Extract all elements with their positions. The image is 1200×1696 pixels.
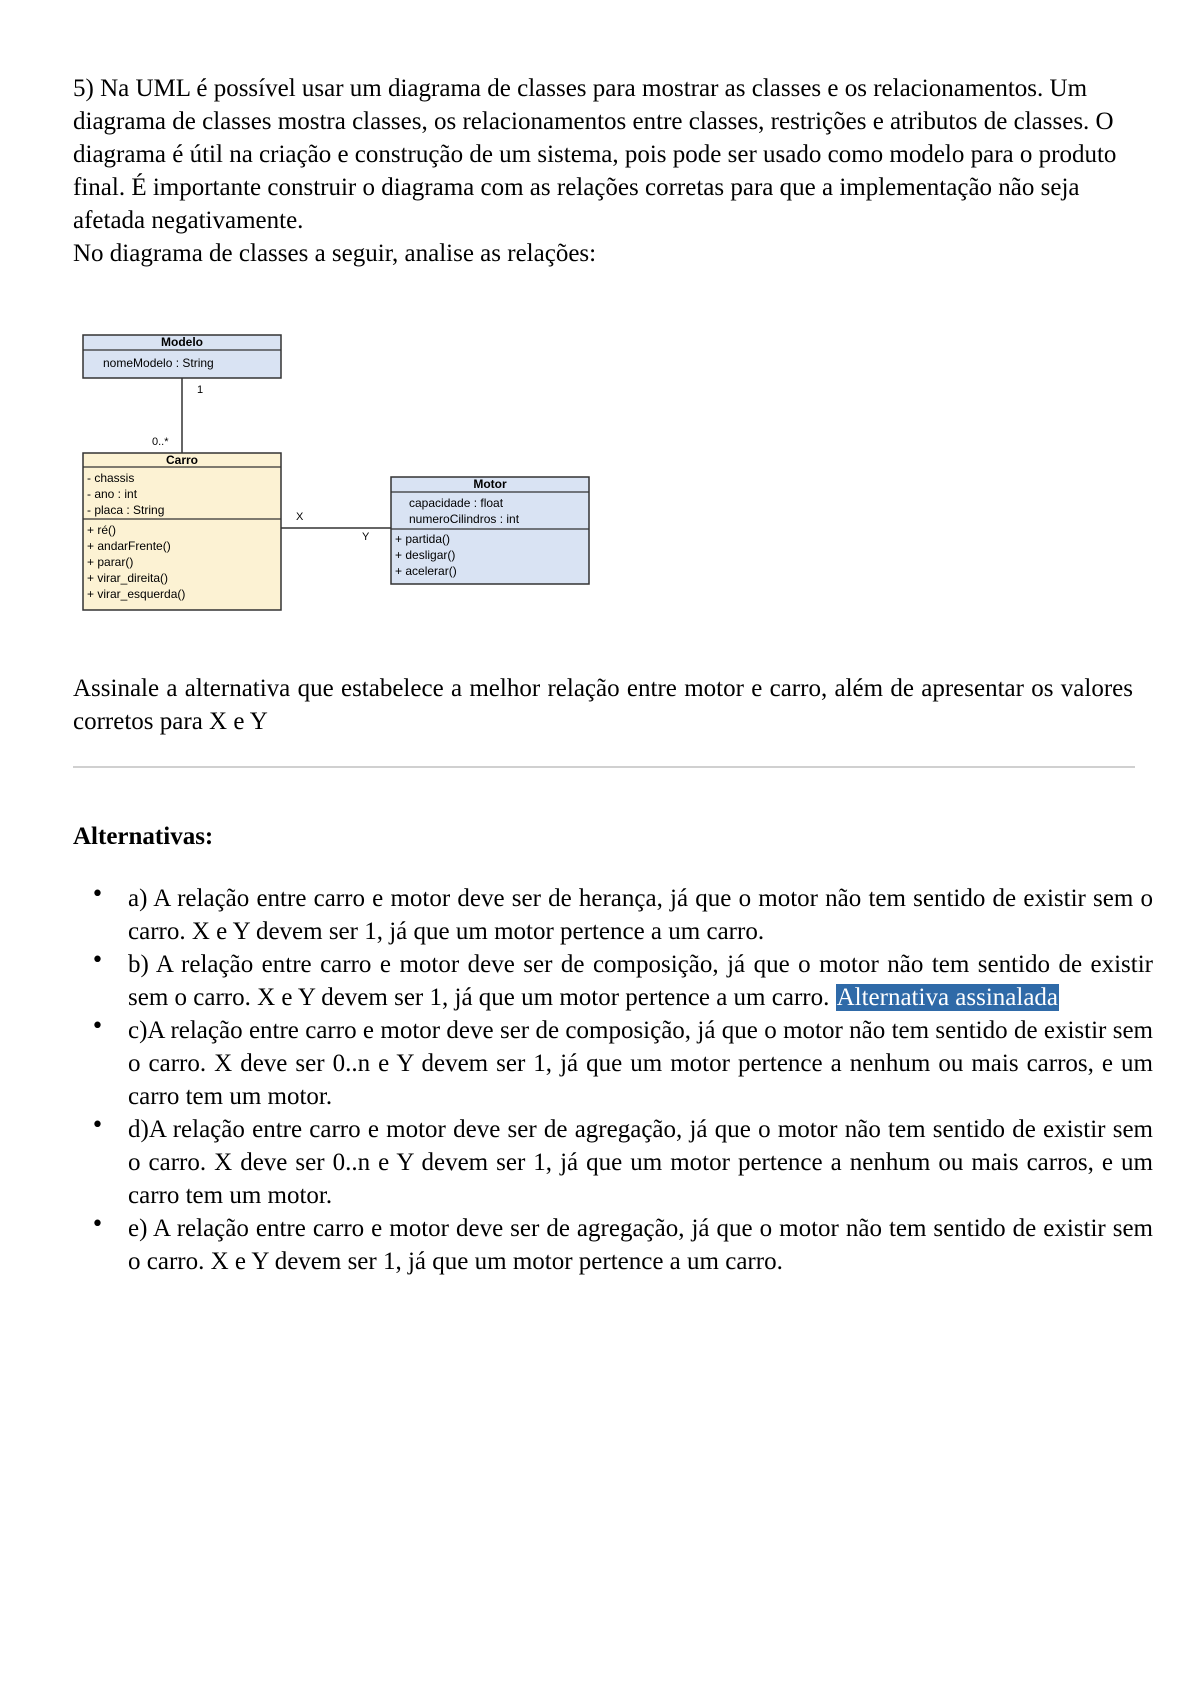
alternative-text: d)A relação entre carro e motor deve ser de agregação, já que o motor não tem sentido de existir sem o carro. X deve ser 0..n e Y devem ser 1, já que um motor pertence a nenhum ou mais carros, e um carro tem um motor. [128, 1116, 1153, 1209]
motor-operation: + acelerar() [395, 564, 457, 578]
carro-attribute: - placa : String [87, 503, 165, 517]
motor-operation: + partida() [395, 532, 451, 546]
motor-class-name: Motor [473, 477, 507, 491]
alternative-text: e) A relação entre carro e motor deve ser de agregação, já que o motor não tem sentido de existir sem o carro. X e Y devem ser 1, já que um motor pertence a um carro. [128, 1215, 1153, 1275]
alternative-text: c)A relação entre carro e motor deve ser de composição, já que o motor não tem sentido de existir sem o carro. X deve ser 0..n e Y devem ser 1, já que um motor pertence a nenhum ou mais carros, e um carro tem um motor. [128, 1017, 1153, 1110]
bullet-icon: • [91, 1212, 104, 1237]
question-statement [73, 72, 1133, 270]
carro-attribute: - chassis [87, 471, 135, 485]
multiplicity-modelo-end: 1 [197, 384, 204, 396]
alternative-d[interactable] [73, 1113, 1153, 1212]
alternatives-list [73, 882, 1153, 1278]
motor-attribute: capacidade : float [409, 496, 504, 510]
selected-answer-badge: Alternativa assinalada [836, 984, 1059, 1011]
bullet-icon: • [91, 1014, 104, 1039]
modelo-class-name: Modelo [161, 335, 203, 349]
carro-operation: + virar_direita() [87, 571, 169, 585]
bullet-icon: • [91, 948, 104, 973]
carro-class-name: Carro [165, 453, 199, 467]
alternative-e[interactable] [73, 1212, 1153, 1278]
section-divider [73, 766, 1135, 768]
question-paragraph: 5) Na UML é possível usar um diagrama de classes para mostrar as classes e os relacionamentos. Um diagrama de classes mostra classes, os relacionamentos entre classes, restrições e atributos de classes. O diagrama é útil na criação e construção de um sistema, pois pode ser usado como modelo para o produto final. É importante construir o diagrama com as relações corretas para que a implementação não seja afetada negativamente. [73, 75, 1117, 234]
alternative-c[interactable] [73, 1014, 1153, 1113]
instruction-text: Assinale a alternativa que estabelece a melhor relação entre motor e carro, além de apresentar os valores corretos para X e Y [73, 675, 1133, 735]
alternative-a[interactable] [73, 882, 1153, 948]
bullet-icon: • [91, 882, 104, 907]
carro-operation: + parar() [87, 555, 134, 569]
uml-class-diagram [73, 325, 613, 615]
alternative-text: a) A relação entre carro e motor deve ser de herança, já que o motor não tem sentido de existir sem o carro. X e Y devem ser 1, já que um motor pertence a um carro. [128, 885, 1153, 945]
carro-operation: + virar_esquerda() [87, 587, 186, 601]
modelo-attribute: nomeModelo : String [103, 356, 214, 370]
carro-operation: + andarFrente() [87, 539, 171, 553]
multiplicity-x-label: X [296, 511, 304, 523]
carro-attribute: - ano : int [87, 487, 138, 501]
motor-attribute: numeroCilindros : int [409, 512, 520, 526]
bullet-icon: • [91, 1113, 104, 1138]
multiplicity-y-label: Y [362, 531, 370, 543]
question-prompt: No diagrama de classes a seguir, analise as relações: [73, 240, 597, 267]
alternatives-heading: Alternativas: [73, 823, 214, 850]
carro-operation: + ré() [87, 523, 117, 537]
multiplicity-carro-end: 0..* [152, 436, 169, 448]
alternative-b[interactable] [73, 948, 1153, 1014]
alternative-text: b) A relação entre carro e motor deve ser de composição, já que o motor não tem sentido de existir sem o carro. X e Y devem ser 1, já que um motor pertence a um carro. [128, 951, 1153, 1011]
uml-diagram-svg [73, 325, 613, 615]
motor-operation: + desligar() [395, 548, 456, 562]
